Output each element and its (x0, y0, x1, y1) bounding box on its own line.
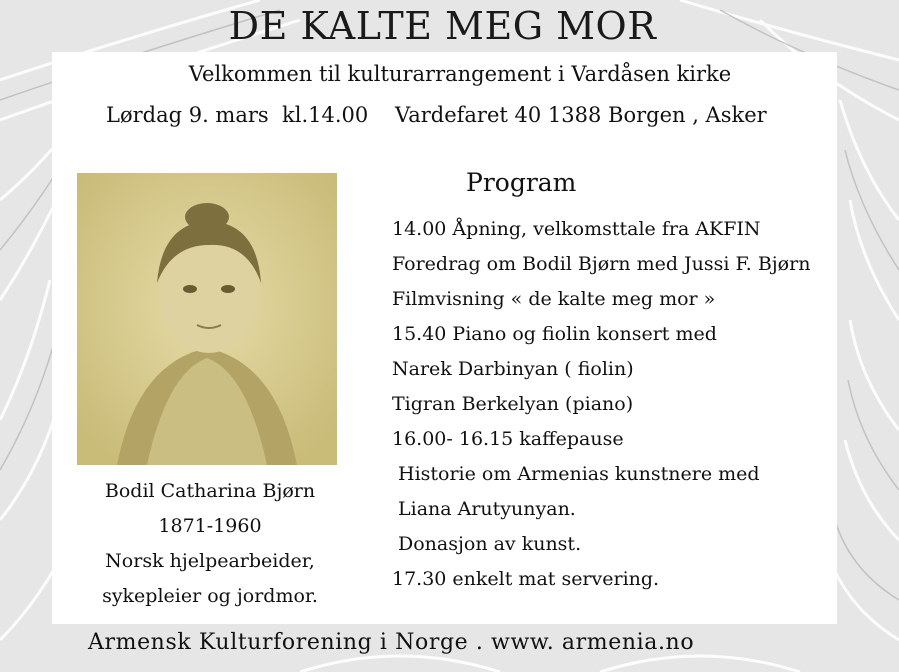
caption-years: 1871-1960 (158, 515, 262, 537)
program-item: Historie om Armenias kunstnere med (398, 463, 760, 485)
portrait-caption (70, 474, 350, 614)
event-subtitle: Velkommen til kulturarrangement i Vardåsen kirke (188, 62, 732, 86)
program-item: Tigran Berkelyan (piano) (392, 393, 634, 415)
program-item: Foredrag om Bodil Bjørn med Jussi F. Bjørn (392, 253, 811, 275)
program-item: Liana Arutyunyan. (398, 498, 576, 520)
program-item: 15.40 Piano og fiolin konsert med (392, 323, 717, 345)
event-title: DE KALTE MEG MOR (228, 4, 657, 48)
program-heading: Program (466, 168, 577, 197)
program-item: 17.30 enkelt mat servering. (392, 568, 660, 590)
caption-role-2: sykepleier og jordmor. (102, 585, 318, 607)
event-date-location: Lørdag 9. mars kl.14.00 Vardefaret 40 1388 Borgen , Asker (106, 103, 767, 127)
program-list (392, 212, 810, 597)
caption-role-1: Norsk hjelpearbeider, (105, 550, 315, 572)
organizer-footer: Armensk Kulturforening i Norge . www. armenia.no (88, 630, 695, 655)
program-item: Donasjon av kunst. (398, 533, 582, 555)
caption-name: Bodil Catharina Bjørn (104, 480, 316, 502)
program-item: Narek Darbinyan ( fiolin) (392, 358, 634, 380)
portrait-photo (77, 173, 337, 465)
program-item: 16.00- 16.15 kaffepause (392, 428, 624, 450)
program-item: 14.00 Åpning, velkomsttale fra AKFIN (392, 218, 761, 240)
program-item: Filmvisning « de kalte meg mor » (392, 288, 716, 310)
